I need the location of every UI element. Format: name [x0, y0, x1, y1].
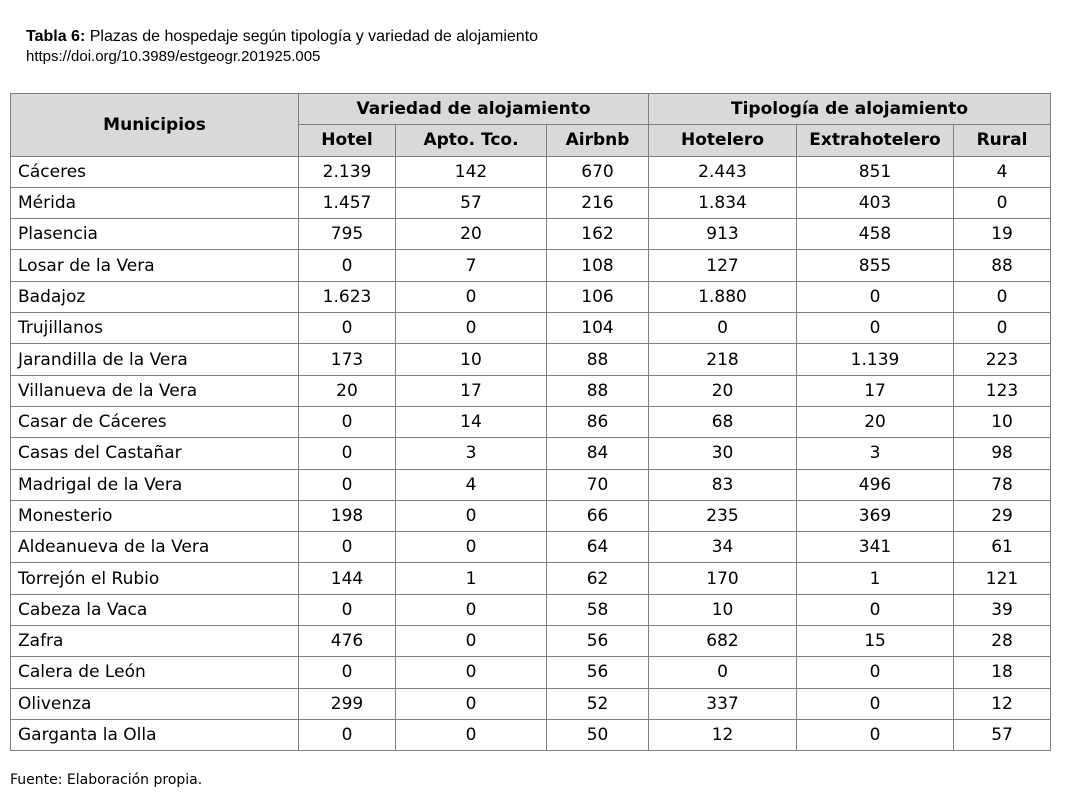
value-cell: 216 — [547, 187, 649, 218]
value-cell: 235 — [649, 500, 797, 531]
value-cell: 1.457 — [299, 187, 396, 218]
value-cell: 218 — [649, 344, 797, 375]
accommodation-table — [10, 93, 1051, 751]
value-cell: 0 — [396, 532, 547, 563]
value-cell: 0 — [396, 313, 547, 344]
table-row — [11, 281, 1051, 312]
value-cell: 0 — [396, 500, 547, 531]
table-row — [11, 657, 1051, 688]
value-cell: 198 — [299, 500, 396, 531]
table-row — [11, 563, 1051, 594]
value-cell: 58 — [547, 594, 649, 625]
value-cell: 173 — [299, 344, 396, 375]
value-cell: 10 — [396, 344, 547, 375]
header-group-variedad: Variedad de alojamiento — [299, 94, 649, 125]
value-cell: 0 — [396, 594, 547, 625]
value-cell: 403 — [797, 187, 954, 218]
value-cell: 4 — [954, 156, 1051, 187]
value-cell: 0 — [797, 657, 954, 688]
value-cell: 2.443 — [649, 156, 797, 187]
value-cell: 1.623 — [299, 281, 396, 312]
value-cell: 86 — [547, 406, 649, 437]
value-cell: 670 — [547, 156, 649, 187]
value-cell: 0 — [299, 313, 396, 344]
value-cell: 0 — [954, 313, 1051, 344]
table-row — [11, 594, 1051, 625]
value-cell: 0 — [299, 469, 396, 500]
municipio-cell: Calera de León — [11, 657, 299, 688]
value-cell: 12 — [954, 688, 1051, 719]
value-cell: 64 — [547, 532, 649, 563]
value-cell: 0 — [396, 626, 547, 657]
header-group-tipologia: Tipología de alojamiento — [649, 94, 1051, 125]
value-cell: 15 — [797, 626, 954, 657]
value-cell: 56 — [547, 626, 649, 657]
value-cell: 39 — [954, 594, 1051, 625]
municipio-cell: Losar de la Vera — [11, 250, 299, 281]
value-cell: 369 — [797, 500, 954, 531]
value-cell: 299 — [299, 688, 396, 719]
value-cell: 52 — [547, 688, 649, 719]
value-cell: 4 — [396, 469, 547, 500]
value-cell: 0 — [299, 438, 396, 469]
value-cell: 162 — [547, 219, 649, 250]
municipio-cell: Monesterio — [11, 500, 299, 531]
table-row — [11, 375, 1051, 406]
value-cell: 83 — [649, 469, 797, 500]
value-cell: 170 — [649, 563, 797, 594]
header-rural: Rural — [954, 125, 1051, 156]
value-cell: 3 — [797, 438, 954, 469]
municipio-cell: Aldeanueva de la Vera — [11, 532, 299, 563]
value-cell: 17 — [396, 375, 547, 406]
header-apto-tco: Apto. Tco. — [396, 125, 547, 156]
header-hotel: Hotel — [299, 125, 396, 156]
value-cell: 1.834 — [649, 187, 797, 218]
table-row — [11, 313, 1051, 344]
value-cell: 0 — [797, 719, 954, 750]
value-cell: 1 — [396, 563, 547, 594]
value-cell: 0 — [299, 719, 396, 750]
value-cell: 0 — [396, 281, 547, 312]
value-cell: 88 — [547, 375, 649, 406]
municipio-cell: Olivenza — [11, 688, 299, 719]
value-cell: 57 — [954, 719, 1051, 750]
value-cell: 34 — [649, 532, 797, 563]
value-cell: 144 — [299, 563, 396, 594]
value-cell: 62 — [547, 563, 649, 594]
value-cell: 341 — [797, 532, 954, 563]
municipio-cell: Madrigal de la Vera — [11, 469, 299, 500]
value-cell: 10 — [954, 406, 1051, 437]
value-cell: 28 — [954, 626, 1051, 657]
table-caption — [26, 27, 538, 46]
value-cell: 50 — [547, 719, 649, 750]
value-cell: 223 — [954, 344, 1051, 375]
table-label: Tabla 6: — [26, 28, 86, 45]
value-cell: 68 — [649, 406, 797, 437]
table-body — [11, 156, 1051, 751]
municipio-cell: Torrejón el Rubio — [11, 563, 299, 594]
value-cell: 0 — [396, 657, 547, 688]
municipio-cell: Plasencia — [11, 219, 299, 250]
value-cell: 56 — [547, 657, 649, 688]
value-cell: 10 — [649, 594, 797, 625]
value-cell: 78 — [954, 469, 1051, 500]
table-row — [11, 626, 1051, 657]
value-cell: 458 — [797, 219, 954, 250]
value-cell: 851 — [797, 156, 954, 187]
value-cell: 682 — [649, 626, 797, 657]
value-cell: 20 — [797, 406, 954, 437]
header-row-groups — [11, 94, 1051, 125]
municipio-cell: Garganta la Olla — [11, 719, 299, 750]
municipio-cell: Jarandilla de la Vera — [11, 344, 299, 375]
table-row — [11, 500, 1051, 531]
value-cell: 127 — [649, 250, 797, 281]
municipio-cell: Casas del Castañar — [11, 438, 299, 469]
table-row — [11, 688, 1051, 719]
doi-link[interactable]: https://doi.org/10.3989/estgeogr.201925.005 — [26, 48, 321, 65]
value-cell: 70 — [547, 469, 649, 500]
value-cell: 855 — [797, 250, 954, 281]
value-cell: 66 — [547, 500, 649, 531]
table-row — [11, 219, 1051, 250]
value-cell: 142 — [396, 156, 547, 187]
municipio-cell: Badajoz — [11, 281, 299, 312]
value-cell: 20 — [396, 219, 547, 250]
municipio-cell: Trujillanos — [11, 313, 299, 344]
value-cell: 0 — [954, 281, 1051, 312]
value-cell: 18 — [954, 657, 1051, 688]
table-row — [11, 250, 1051, 281]
value-cell: 88 — [954, 250, 1051, 281]
value-cell: 0 — [797, 281, 954, 312]
table-title: Plazas de hospedaje según tipología y variedad de alojamiento — [89, 28, 539, 45]
value-cell: 30 — [649, 438, 797, 469]
value-cell: 108 — [547, 250, 649, 281]
table-row — [11, 156, 1051, 187]
value-cell: 29 — [954, 500, 1051, 531]
value-cell: 2.139 — [299, 156, 396, 187]
value-cell: 0 — [299, 250, 396, 281]
value-cell: 0 — [649, 313, 797, 344]
value-cell: 84 — [547, 438, 649, 469]
value-cell: 98 — [954, 438, 1051, 469]
value-cell: 1.139 — [797, 344, 954, 375]
value-cell: 0 — [797, 313, 954, 344]
value-cell: 0 — [797, 688, 954, 719]
header-hotelero: Hotelero — [649, 125, 797, 156]
table-row — [11, 469, 1051, 500]
value-cell: 104 — [547, 313, 649, 344]
value-cell: 913 — [649, 219, 797, 250]
value-cell: 0 — [649, 657, 797, 688]
value-cell: 14 — [396, 406, 547, 437]
value-cell: 20 — [299, 375, 396, 406]
municipio-cell: Villanueva de la Vera — [11, 375, 299, 406]
header-extrahotelero: Extrahotelero — [797, 125, 954, 156]
value-cell: 337 — [649, 688, 797, 719]
municipio-cell: Mérida — [11, 187, 299, 218]
source-note: Fuente: Elaboración propia. — [10, 772, 203, 788]
value-cell: 0 — [299, 657, 396, 688]
table-row — [11, 406, 1051, 437]
value-cell: 123 — [954, 375, 1051, 406]
value-cell: 0 — [954, 187, 1051, 218]
value-cell: 7 — [396, 250, 547, 281]
value-cell: 1 — [797, 563, 954, 594]
value-cell: 88 — [547, 344, 649, 375]
value-cell: 57 — [396, 187, 547, 218]
value-cell: 0 — [396, 719, 547, 750]
table-row — [11, 438, 1051, 469]
value-cell: 476 — [299, 626, 396, 657]
value-cell: 61 — [954, 532, 1051, 563]
value-cell: 0 — [299, 406, 396, 437]
value-cell: 496 — [797, 469, 954, 500]
table-row — [11, 187, 1051, 218]
value-cell: 795 — [299, 219, 396, 250]
value-cell: 20 — [649, 375, 797, 406]
municipio-cell: Cáceres — [11, 156, 299, 187]
municipio-cell: Zafra — [11, 626, 299, 657]
header-municipios: Municipios — [11, 94, 299, 157]
value-cell: 0 — [396, 688, 547, 719]
municipio-cell: Casar de Cáceres — [11, 406, 299, 437]
value-cell: 17 — [797, 375, 954, 406]
value-cell: 3 — [396, 438, 547, 469]
value-cell: 0 — [797, 594, 954, 625]
table-row — [11, 532, 1051, 563]
municipio-cell: Cabeza la Vaca — [11, 594, 299, 625]
value-cell: 19 — [954, 219, 1051, 250]
value-cell: 0 — [299, 594, 396, 625]
value-cell: 106 — [547, 281, 649, 312]
table-row — [11, 344, 1051, 375]
value-cell: 0 — [299, 532, 396, 563]
value-cell: 12 — [649, 719, 797, 750]
value-cell: 1.880 — [649, 281, 797, 312]
header-airbnb: Airbnb — [547, 125, 649, 156]
table-row — [11, 719, 1051, 750]
value-cell: 121 — [954, 563, 1051, 594]
